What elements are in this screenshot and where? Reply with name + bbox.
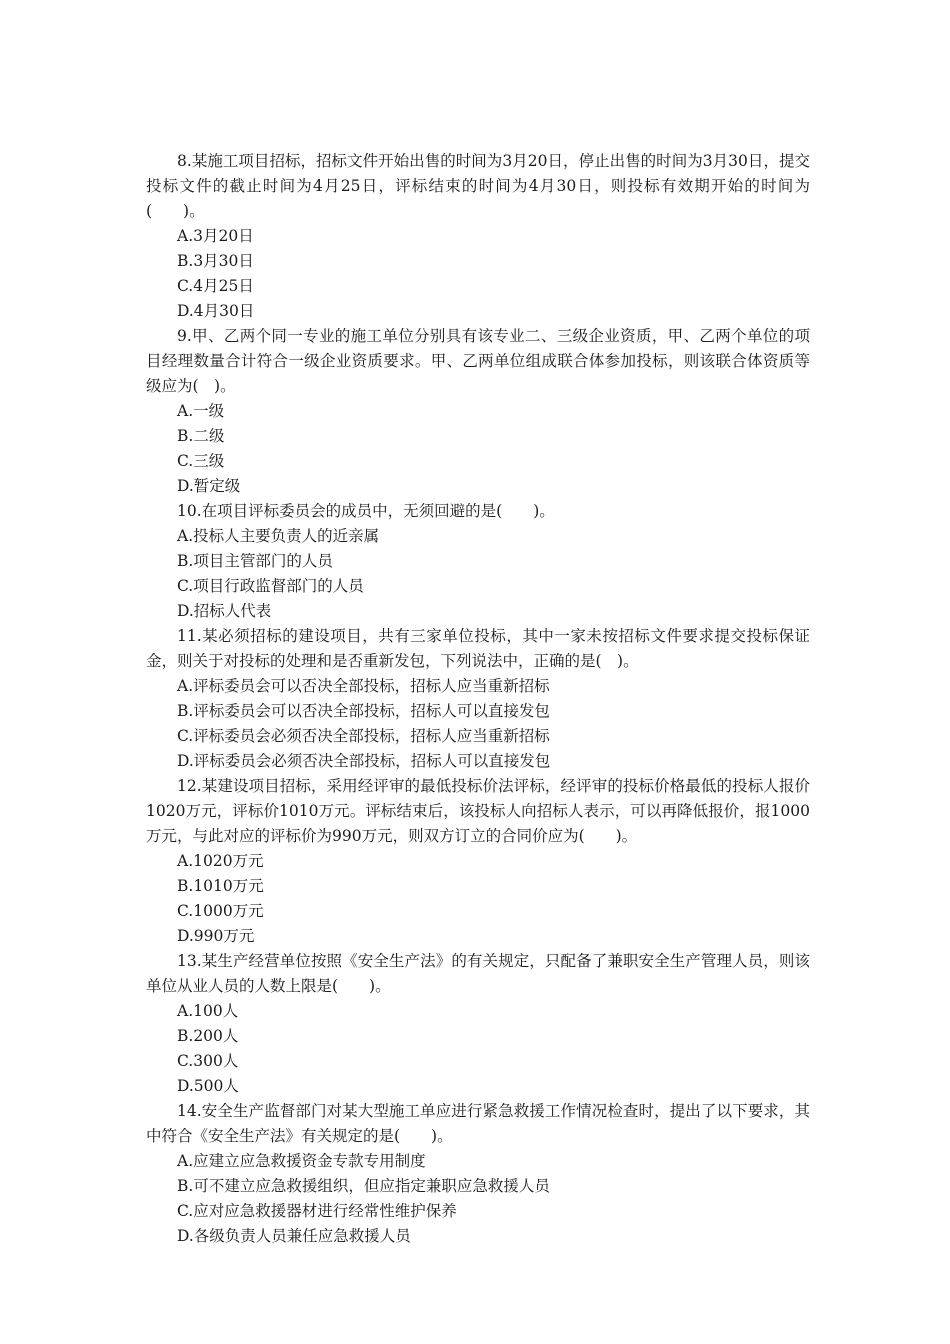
question-stem: 14.安全生产监督部门对某大型施工单应进行紧急救援工作情况检查时，提出了以下要求，其中符合《安全生产法》有关规定的是( )。 bbox=[146, 1102, 810, 1145]
option-c: C.应对应急救援器材进行经常性维护保养 bbox=[177, 1202, 457, 1220]
option-c: C.评标委员会必须否决全部投标，招标人应当重新招标 bbox=[177, 727, 550, 745]
option-a: A.1020万元 bbox=[177, 852, 264, 870]
question-9 bbox=[146, 324, 810, 499]
question-stem: 10.在项目评标委员会的成员中，无须回避的是( )。 bbox=[177, 502, 555, 520]
question-8 bbox=[146, 149, 810, 324]
option-a: A.100人 bbox=[177, 1002, 239, 1020]
question-13 bbox=[146, 949, 810, 1099]
question-12 bbox=[146, 774, 810, 949]
option-c: C.三级 bbox=[177, 452, 225, 470]
question-stem: 11.某必须招标的建设项目，共有三家单位投标，其中一家未按招标文件要求提交投标保证金，则关于对投标的处理和是否重新发包，下列说法中，正确的是( )。 bbox=[146, 627, 810, 670]
option-c: C.300人 bbox=[177, 1052, 239, 1070]
option-b: B.项目主管部门的人员 bbox=[177, 552, 333, 570]
option-b: B.二级 bbox=[177, 427, 225, 445]
option-c: C.项目行政监督部门的人员 bbox=[177, 577, 364, 595]
question-stem: 12.某建设项目招标，采用经评审的最低投标价法评标，经评审的投标价格最低的投标人报价1020万元，评标价1010万元。评标结束后，该投标人向招标人表示，可以再降低报价，报1000万元，与此对应的评标价为990万元，则双方订立的合同价应为( )。 bbox=[146, 777, 810, 845]
option-a: A.评标委员会可以否决全部投标，招标人应当重新招标 bbox=[177, 677, 550, 695]
option-d: D.4月30日 bbox=[177, 302, 255, 320]
option-b: B.1010万元 bbox=[177, 877, 264, 895]
option-b: B.可不建立应急救援组织，但应指定兼职应急救援人员 bbox=[177, 1177, 550, 1195]
option-b: B.评标委员会可以否决全部投标，招标人可以直接发包 bbox=[177, 702, 550, 720]
question-stem: 13.某生产经营单位按照《安全生产法》的有关规定，只配备了兼职安全生产管理人员，则该单位从业人员的人数上限是( )。 bbox=[146, 952, 810, 995]
question-stem: 8.某施工项目招标，招标文件开始出售的时间为3月20日，停止出售的时间为3月30日，提交投标文件的截止时间为4月25日，评标结束的时间为4月30日，则投标有效期开始的时间为( )。 bbox=[146, 152, 810, 220]
document-page bbox=[146, 149, 810, 1249]
option-a: A.投标人主要负责人的近亲属 bbox=[177, 527, 380, 545]
question-11 bbox=[146, 624, 810, 774]
option-d: D.暂定级 bbox=[177, 477, 241, 495]
option-a: A.一级 bbox=[177, 402, 225, 420]
question-14 bbox=[146, 1099, 810, 1249]
option-d: D.招标人代表 bbox=[177, 602, 272, 620]
option-c: C.1000万元 bbox=[177, 902, 264, 920]
option-d: D.评标委员会必须否决全部投标，招标人可以直接发包 bbox=[177, 752, 551, 770]
question-10 bbox=[146, 499, 810, 624]
option-a: A.3月20日 bbox=[177, 227, 254, 245]
question-stem: 9.甲、乙两个同一专业的施工单位分别具有该专业二、三级企业资质，甲、乙两个单位的项目经理数量合计符合一级企业资质要求。甲、乙两单位组成联合体参加投标，则该联合体资质等级应为( )。 bbox=[146, 327, 810, 395]
option-d: D.各级负责人员兼任应急救援人员 bbox=[177, 1227, 411, 1245]
option-d: D.990万元 bbox=[177, 927, 255, 945]
option-a: A.应建立应急救援资金专款专用制度 bbox=[177, 1152, 426, 1170]
option-c: C.4月25日 bbox=[177, 277, 254, 295]
option-d: D.500人 bbox=[177, 1077, 239, 1095]
option-b: B.200人 bbox=[177, 1027, 239, 1045]
option-b: B.3月30日 bbox=[177, 252, 254, 270]
